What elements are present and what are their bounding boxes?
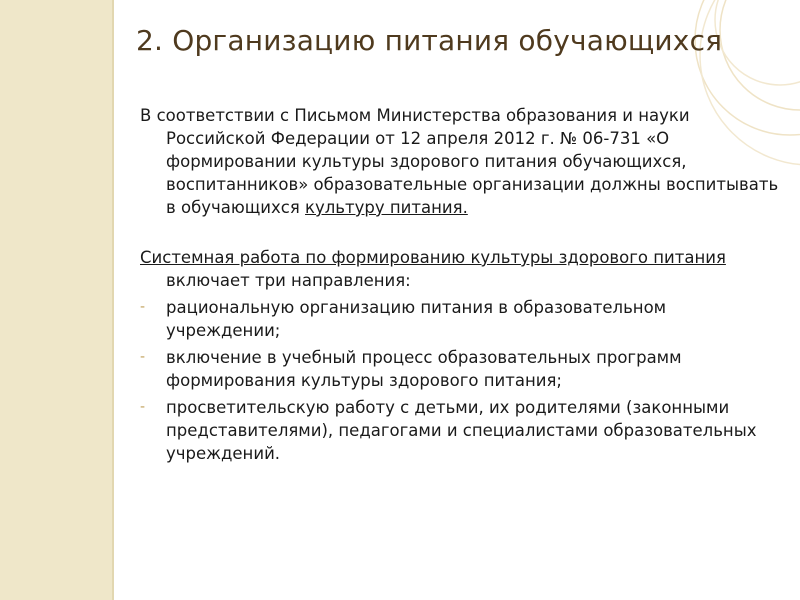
list-item <box>140 296 780 342</box>
slide-content <box>140 104 780 469</box>
left-bar-divider <box>112 0 114 600</box>
list-item-text: включение в учебный процесс образовательных программ формирования культуры здорового питания; <box>166 348 682 390</box>
paragraph-system-text: включает три направления: <box>166 271 411 290</box>
directions-list <box>140 296 780 465</box>
paragraph-system-work <box>140 246 780 292</box>
paragraph-system-underlined: Системная работа по формированию культуры здорового питания <box>140 248 726 267</box>
paragraph-letter-text: В соответствии с Письмом Министерства образования и науки Российской Федерации от 12 апреля 2012 г. № 06-731 «О формировании культуры здорового питания обучающихся, воспитанников» образовательные организации должны воспитывать в обучающихся <box>140 106 779 217</box>
list-item <box>140 346 780 392</box>
paragraph-letter-reference <box>140 104 780 219</box>
list-item <box>140 396 780 465</box>
slide-title: 2. Организацию питания обучающихся <box>136 24 723 57</box>
list-item-text: просветительскую работу с детьми, их родителями (законными представителями), педагогами и специалистами образовательных учреждений. <box>166 398 757 463</box>
dash-icon: - <box>140 349 146 365</box>
dash-icon: - <box>140 399 146 415</box>
left-decorative-bar <box>0 0 112 600</box>
dash-icon: - <box>140 299 146 315</box>
list-item-text: рациональную организацию питания в образовательном учреждении; <box>166 298 667 340</box>
paragraph-letter-underlined: культуру питания. <box>305 198 468 217</box>
